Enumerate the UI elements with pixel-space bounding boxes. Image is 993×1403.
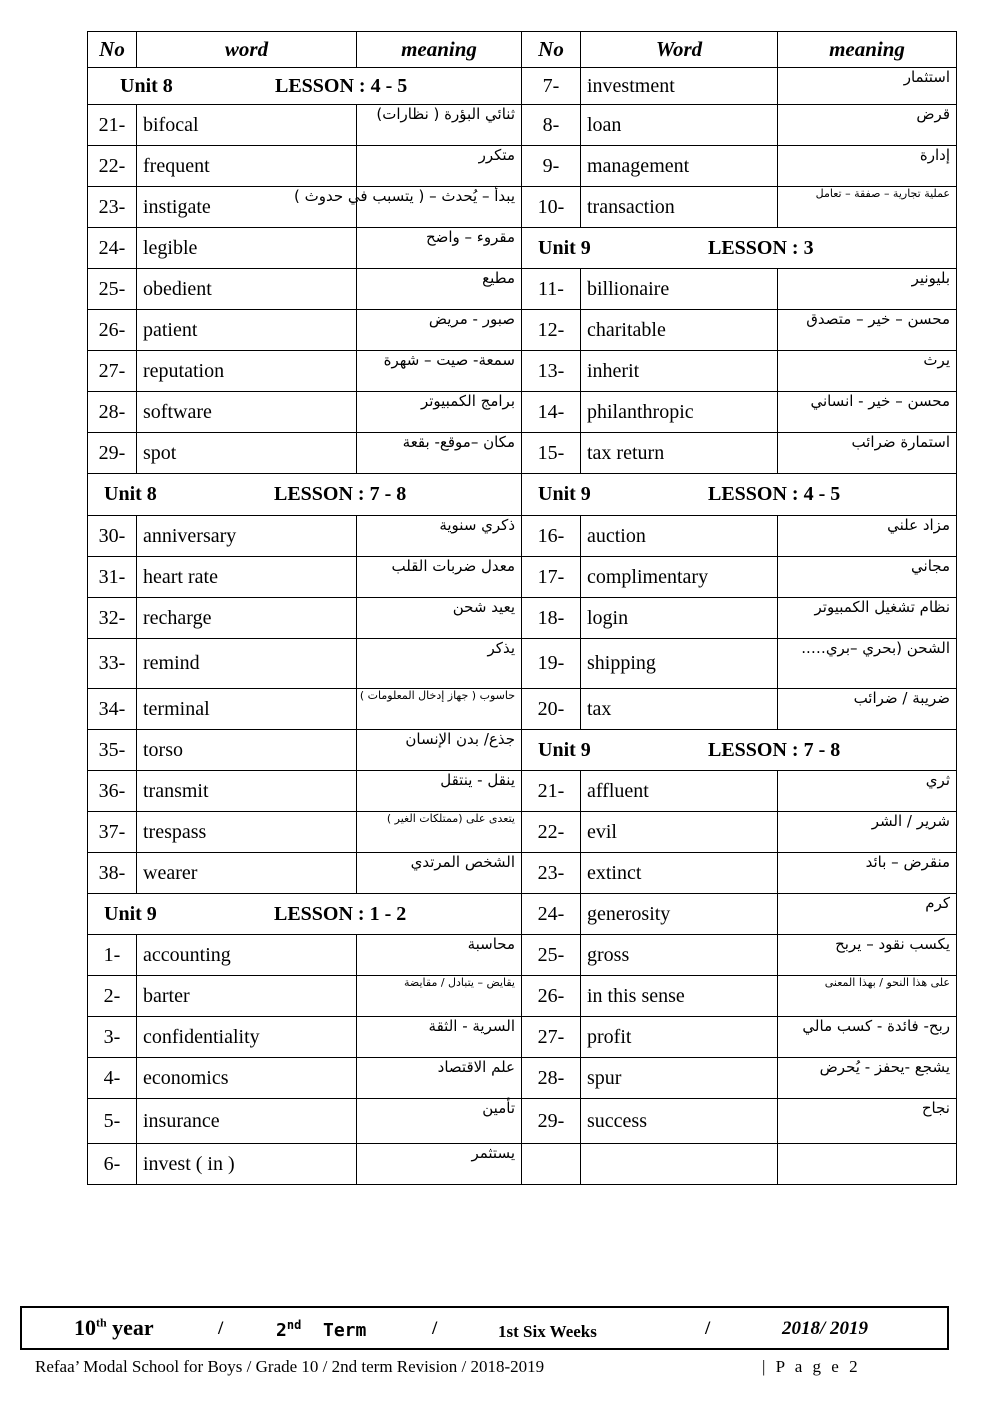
empty-cell	[778, 1144, 957, 1185]
meaning-cell: استثمار	[778, 68, 957, 105]
word-text: generosity	[587, 902, 671, 925]
word-text: instigate	[143, 195, 211, 218]
meaning-cell: يكسب نقود – يربح	[778, 935, 957, 976]
meaning-cell: محسن – خير - انساني	[778, 392, 957, 433]
word-text: spot	[143, 441, 177, 464]
meaning-cell: على هذا النحو / بهذا المعنى	[778, 976, 957, 1017]
table-row	[88, 516, 957, 557]
separator: /	[218, 1318, 224, 1339]
word-text: transaction	[587, 195, 675, 218]
word-cell	[137, 771, 357, 812]
item-number: 16-	[522, 516, 581, 557]
table-row	[88, 433, 957, 474]
meaning-cell: نجاح	[778, 1099, 957, 1144]
word-cell	[581, 1099, 778, 1144]
empty-cell	[581, 1144, 778, 1185]
word-cell	[581, 68, 778, 105]
word-cell	[581, 146, 778, 187]
header-word: word	[137, 32, 357, 68]
meaning-cell: جذع/ بدن الإنسان	[357, 730, 522, 771]
word-text: inherit	[587, 359, 640, 382]
word-text: profit	[587, 1025, 632, 1048]
unit-lesson-heading	[88, 894, 522, 935]
table-row	[88, 1144, 957, 1185]
meaning-cell: مقروء – واضح	[357, 228, 522, 269]
word-cell	[581, 557, 778, 598]
table-row	[88, 1099, 957, 1144]
meaning-cell: السرية - الثقة	[357, 1017, 522, 1058]
item-number: 17-	[522, 557, 581, 598]
word-cell	[137, 1144, 357, 1185]
table-row	[88, 730, 957, 771]
word-cell	[581, 1017, 778, 1058]
unit-lesson-heading	[522, 474, 957, 516]
table-row	[88, 976, 957, 1017]
meaning-cell: محسن – خير – متصدق	[778, 310, 957, 351]
word-text: philanthropic	[587, 400, 694, 423]
word-text: transmit	[143, 779, 209, 802]
term-label: 2nd Term	[276, 1318, 367, 1341]
word-cell	[137, 351, 357, 392]
table-row	[88, 1017, 957, 1058]
word-cell	[137, 105, 357, 146]
word-text: trespass	[143, 820, 207, 843]
header-meaning: meaning	[357, 32, 522, 68]
item-number: 4-	[88, 1058, 137, 1099]
separator: /	[705, 1318, 711, 1339]
word-text: complimentary	[587, 565, 709, 588]
meaning-cell: ضريبة / ضرائب	[778, 689, 957, 730]
word-cell	[581, 516, 778, 557]
item-number: 38-	[88, 853, 137, 894]
table-row	[88, 1058, 957, 1099]
item-number: 27-	[522, 1017, 581, 1058]
word-cell	[581, 771, 778, 812]
table-row	[88, 228, 957, 269]
meaning-cell: قرض	[778, 105, 957, 146]
item-number: 7-	[522, 68, 581, 105]
word-cell	[581, 310, 778, 351]
word-text: management	[587, 154, 690, 177]
word-text: confidentiality	[143, 1025, 260, 1048]
item-number: 10-	[522, 187, 581, 228]
word-text: login	[587, 606, 629, 629]
word-text: in this sense	[587, 984, 685, 1007]
item-number: 14-	[522, 392, 581, 433]
word-cell	[581, 598, 778, 639]
lesson-label: LESSON : 7 - 8	[274, 483, 407, 505]
meaning-cell: يعيد شحن	[357, 598, 522, 639]
meaning-cell: الشحن (بحري –بري…..	[778, 639, 957, 689]
word-text: billionaire	[587, 277, 670, 300]
header-no: No	[522, 32, 581, 68]
lesson-label: LESSON : 1 - 2	[274, 902, 407, 925]
meaning-cell: مجاني	[778, 557, 957, 598]
word-text: economics	[143, 1066, 229, 1089]
item-number: 22-	[522, 812, 581, 853]
unit-label: Unit 9	[538, 236, 591, 259]
word-cell	[137, 433, 357, 474]
item-number: 19-	[522, 639, 581, 689]
table-row	[88, 392, 957, 433]
word-cell	[581, 392, 778, 433]
item-number: 6-	[88, 1144, 137, 1185]
meaning-cell: مطيع	[357, 269, 522, 310]
table-row	[88, 146, 957, 187]
meaning-cell: علم الاقتصاد	[357, 1058, 522, 1099]
meaning-cell: منقرض – بائد	[778, 853, 957, 894]
word-text: barter	[143, 984, 190, 1007]
item-number: 34-	[88, 689, 137, 730]
unit-lesson-heading	[522, 730, 957, 771]
word-text: wearer	[143, 861, 198, 884]
table-row	[88, 68, 957, 105]
word-cell	[137, 392, 357, 433]
meaning-cell: يتعدى على (ممتلكات الغير )	[357, 812, 522, 853]
item-number: 18-	[522, 598, 581, 639]
item-number: 29-	[522, 1099, 581, 1144]
item-number: 1-	[88, 935, 137, 976]
date-label: 2018/ 2019	[782, 1318, 869, 1339]
year-label: 10th year	[74, 1315, 154, 1340]
table-row	[88, 812, 957, 853]
meaning-cell: يذكر	[357, 639, 522, 689]
meaning-cell: ثري	[778, 771, 957, 812]
item-number: 28-	[522, 1058, 581, 1099]
unit-lesson-heading	[88, 474, 522, 516]
meaning-cell: سمعة- صيت – شهرة	[357, 351, 522, 392]
item-number: 8-	[522, 105, 581, 146]
word-text: patient	[143, 318, 198, 341]
word-cell	[137, 812, 357, 853]
item-number: 15-	[522, 433, 581, 474]
meaning-cell: ينقل - ينتقل	[357, 771, 522, 812]
item-number: 35-	[88, 730, 137, 771]
word-cell	[137, 269, 357, 310]
table-row	[88, 557, 957, 598]
table-row	[88, 269, 957, 310]
word-text: charitable	[587, 318, 666, 341]
meaning-cell: ذكري سنوية	[357, 516, 522, 557]
word-cell	[137, 853, 357, 894]
meaning-cell: صبور - مريض	[357, 310, 522, 351]
item-number: 32-	[88, 598, 137, 639]
word-cell	[581, 269, 778, 310]
unit-lesson-heading	[522, 228, 957, 269]
word-cell	[137, 146, 357, 187]
word-text: bifocal	[143, 113, 199, 136]
meaning-cell: يرث	[778, 351, 957, 392]
vocabulary-table	[87, 31, 957, 1185]
word-cell	[137, 1058, 357, 1099]
word-cell	[581, 812, 778, 853]
item-number: 37-	[88, 812, 137, 853]
item-number: 26-	[522, 976, 581, 1017]
item-number: 21-	[522, 771, 581, 812]
word-cell	[581, 433, 778, 474]
header-no: No	[88, 32, 137, 68]
separator: /	[432, 1318, 438, 1339]
item-number: 21-	[88, 105, 137, 146]
word-cell	[137, 689, 357, 730]
word-text: obedient	[143, 277, 212, 300]
table-row	[88, 474, 957, 516]
unit-label: Unit 9	[538, 483, 591, 505]
table-row	[88, 105, 957, 146]
table-row	[88, 351, 957, 392]
weeks-label: 1st Six Weeks	[498, 1322, 597, 1341]
word-cell	[137, 639, 357, 689]
meaning-cell: كرم	[778, 894, 957, 935]
header-word: Word	[581, 32, 778, 68]
table-row	[88, 598, 957, 639]
word-cell	[581, 689, 778, 730]
meaning-cell: يشجع -يحفز - يُحرض	[778, 1058, 957, 1099]
word-cell	[581, 1058, 778, 1099]
meaning-cell: عملية تجارية – صفقة – تعامل	[778, 187, 957, 228]
word-text: auction	[587, 524, 646, 547]
meaning-cell: يبدأ – يُحدث – ( يتسبب في حدوث )	[357, 187, 522, 228]
word-text: tax	[587, 697, 612, 720]
word-text: legible	[143, 236, 198, 259]
word-cell	[581, 894, 778, 935]
lesson-label: LESSON : 7 - 8	[708, 738, 841, 761]
item-number: 27-	[88, 351, 137, 392]
word-text: success	[587, 1109, 647, 1132]
item-number: 12-	[522, 310, 581, 351]
word-cell	[137, 1099, 357, 1144]
unit-lesson-heading	[88, 68, 522, 105]
item-number: 30-	[88, 516, 137, 557]
word-cell	[137, 935, 357, 976]
table-row	[88, 935, 957, 976]
meaning-cell: بليونير	[778, 269, 957, 310]
word-text: terminal	[143, 697, 210, 720]
item-number: 3-	[88, 1017, 137, 1058]
word-cell	[581, 351, 778, 392]
meaning-cell: مزاد علني	[778, 516, 957, 557]
word-cell	[137, 228, 357, 269]
meaning-cell: شرير / الشر	[778, 812, 957, 853]
header-row	[88, 32, 957, 68]
word-cell	[137, 557, 357, 598]
word-text: loan	[587, 113, 622, 136]
word-text: heart rate	[143, 565, 218, 588]
word-cell	[581, 976, 778, 1017]
table-row	[88, 853, 957, 894]
word-text: evil	[587, 820, 617, 843]
item-number: 23-	[88, 187, 137, 228]
word-cell	[137, 516, 357, 557]
word-cell	[581, 639, 778, 689]
item-number: 31-	[88, 557, 137, 598]
word-text: torso	[143, 738, 183, 761]
empty-cell	[522, 1144, 581, 1185]
table-row	[88, 187, 957, 228]
word-text: insurance	[143, 1109, 220, 1132]
meaning-cell: استمارة ضرائب	[778, 433, 957, 474]
table-row	[88, 689, 957, 730]
word-text: tax return	[587, 441, 665, 464]
word-text: recharge	[143, 606, 212, 629]
word-text: investment	[587, 74, 675, 97]
item-number: 36-	[88, 771, 137, 812]
lesson-label: LESSON : 3	[708, 236, 814, 259]
school-line: Refaa’ Modal School for Boys / Grade 10 / 2nd term Revision / 2018-2019	[35, 1357, 545, 1376]
item-number: 9-	[522, 146, 581, 187]
word-text: accounting	[143, 943, 231, 966]
table-row	[88, 639, 957, 689]
word-cell	[137, 187, 357, 228]
word-text: remind	[143, 652, 200, 674]
lesson-label: LESSON : 4 - 5	[708, 483, 841, 505]
unit-label: Unit 8	[104, 483, 157, 505]
word-text: anniversary	[143, 524, 237, 547]
meaning-cell: نظام تشغيل الكمبيوتر	[778, 598, 957, 639]
word-text: software	[143, 400, 212, 423]
table-row	[88, 310, 957, 351]
meaning-cell: متكرر	[357, 146, 522, 187]
meaning-cell: تأمين	[357, 1099, 522, 1144]
meaning-cell: يستثمر	[357, 1144, 522, 1185]
word-text: gross	[587, 943, 630, 966]
word-text: spur	[587, 1066, 622, 1089]
word-text: extinct	[587, 861, 642, 884]
item-number: 26-	[88, 310, 137, 351]
unit-label: Unit 8	[120, 74, 173, 97]
meaning-cell: برامج الكمبيوتر	[357, 392, 522, 433]
item-number: 23-	[522, 853, 581, 894]
meaning-cell: إدارة	[778, 146, 957, 187]
word-text: reputation	[143, 359, 225, 382]
meaning-cell: معدل ضربات القلب	[357, 557, 522, 598]
unit-label: Unit 9	[104, 902, 157, 925]
item-number: 24-	[88, 228, 137, 269]
item-number: 2-	[88, 976, 137, 1017]
word-text: frequent	[143, 154, 210, 177]
unit-label: Unit 9	[538, 738, 591, 761]
meaning-cell: حاسوب ( جهاز إدخال المعلومات )	[357, 689, 522, 730]
meaning-cell: ربح- فائدة - كسب مالي	[778, 1017, 957, 1058]
word-cell	[137, 1017, 357, 1058]
item-number: 11-	[522, 269, 581, 310]
item-number: 28-	[88, 392, 137, 433]
item-number: 5-	[88, 1099, 137, 1144]
page-number: | P a g e 2	[762, 1357, 861, 1376]
word-text: shipping	[587, 652, 656, 674]
word-cell	[581, 935, 778, 976]
footer-box	[20, 1306, 949, 1350]
word-cell	[581, 187, 778, 228]
word-text: invest ( in )	[143, 1152, 235, 1175]
table-row	[88, 771, 957, 812]
item-number: 33-	[88, 639, 137, 689]
item-number: 20-	[522, 689, 581, 730]
meaning-cell: محاسبة	[357, 935, 522, 976]
item-number: 22-	[88, 146, 137, 187]
word-cell	[137, 598, 357, 639]
header-meaning: meaning	[778, 32, 957, 68]
meaning-cell: يقايض – يتبادل / مقايضة	[357, 976, 522, 1017]
item-number: 24-	[522, 894, 581, 935]
word-cell	[581, 105, 778, 146]
word-cell	[581, 853, 778, 894]
word-cell	[137, 310, 357, 351]
word-text: affluent	[587, 779, 649, 802]
meaning-cell: مكان –موقع- بقعة	[357, 433, 522, 474]
item-number: 13-	[522, 351, 581, 392]
word-cell	[137, 730, 357, 771]
word-cell	[137, 976, 357, 1017]
table-row	[88, 894, 957, 935]
meaning-cell: الشخص المرتدي	[357, 853, 522, 894]
lesson-label: LESSON : 4 - 5	[275, 74, 408, 97]
item-number: 25-	[522, 935, 581, 976]
item-number: 25-	[88, 269, 137, 310]
meaning-cell: ثنائي البؤرة ( نظارات)	[357, 105, 522, 146]
item-number: 29-	[88, 433, 137, 474]
